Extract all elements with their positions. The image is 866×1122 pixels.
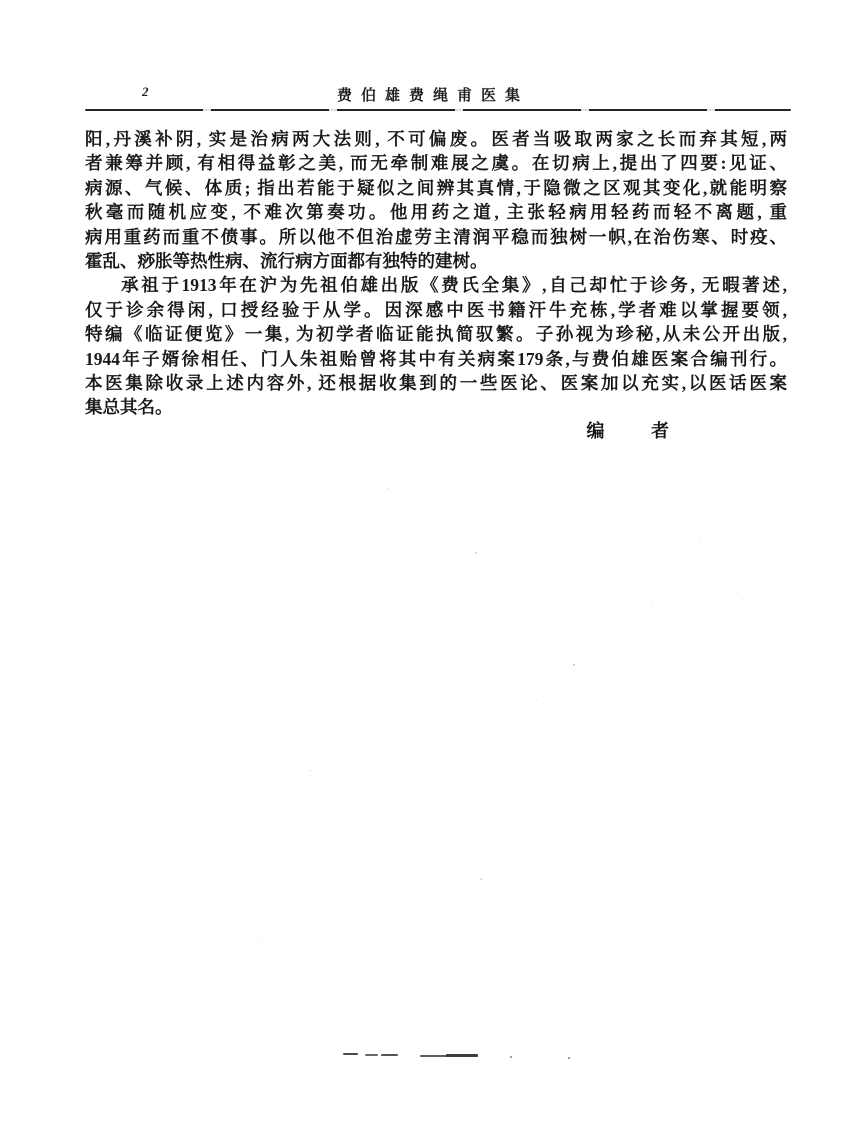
noise-speck	[262, 938, 263, 939]
body-text-line: 病源、气候、体质; 指出若能于疑似之间辨其真情,于隐微之区观其变化,就能明察	[85, 177, 787, 198]
body-text-line: 秋毫而随机应变, 不难次第奏功。他用药之道, 主张轻病用轻药而轻不离题, 重	[85, 202, 787, 223]
body-text-line: 仅于诊余得闲, 口授经验于从学。因深感中医书籍汗牛充栋,学者难以掌握要领,	[85, 299, 787, 320]
body-text-line: 者兼筹并顾, 有相得益彰之美, 而无牵制难展之虞。在切病上,提出了四要:见证、	[85, 153, 787, 174]
noise-speck	[536, 700, 537, 701]
noise-speck	[388, 488, 389, 489]
body-text-line: 阳,丹溪补阴, 实是治病两大法则, 不可偏废。医者当吸取两家之长而弃其短,两	[85, 129, 787, 149]
scan-artifact-dash	[420, 1055, 448, 1057]
body-text-line: 病用重药而重不偾事。所以他不但治虚劳主清润平稳而独树一帜,在治伤寒、时疫、	[85, 226, 787, 247]
editor-signature-char: 者	[651, 421, 669, 441]
body-text-line: 本医集除收录上述内容外, 还根据收集到的一些医论、医案加以充实,以医话医案	[85, 372, 787, 393]
body-text-line: 1944年子婿徐相任、门人朱祖贻曾将其中有关病案179条,与费伯雄医案合编刊行。	[85, 348, 787, 369]
body-text-line: 霍乱、痧胀等热性病、流行病方面都有独特的建树。	[85, 250, 488, 271]
header-rule-line	[85, 109, 791, 111]
scan-artifact-dash	[446, 1054, 478, 1057]
scan-artifact-dash	[568, 1057, 570, 1059]
scan-artifact-dash	[381, 1054, 398, 1056]
editor-signature	[85, 417, 787, 443]
body-text-line: 集总其名。	[85, 397, 173, 418]
noise-speck	[742, 598, 743, 599]
scan-artifact-dash	[343, 1053, 358, 1055]
noise-speck	[475, 552, 477, 554]
noise-speck	[651, 602, 652, 603]
running-header-title: 费伯雄费绳甫医集	[336, 88, 529, 104]
noise-speck	[480, 878, 482, 880]
scan-artifact-dash	[365, 1054, 378, 1056]
body-text-block	[85, 127, 787, 420]
scan-artifact-dash	[510, 1056, 512, 1058]
body-text-line: 特编《临证便览》一集, 为初学者临证能执简驭繁。子孙视为珍秘,从未公开出版,	[85, 324, 787, 345]
noise-speck	[310, 770, 311, 771]
noise-speck	[700, 540, 701, 541]
body-text-line: 承祖于1913年在沪为先祖伯雄出版《费氏全集》,自己却忙于诊务, 无暇著述,	[121, 275, 787, 296]
noise-speck	[573, 664, 575, 666]
editor-signature-char: 编	[586, 421, 605, 441]
page-number: 2	[142, 84, 149, 99]
